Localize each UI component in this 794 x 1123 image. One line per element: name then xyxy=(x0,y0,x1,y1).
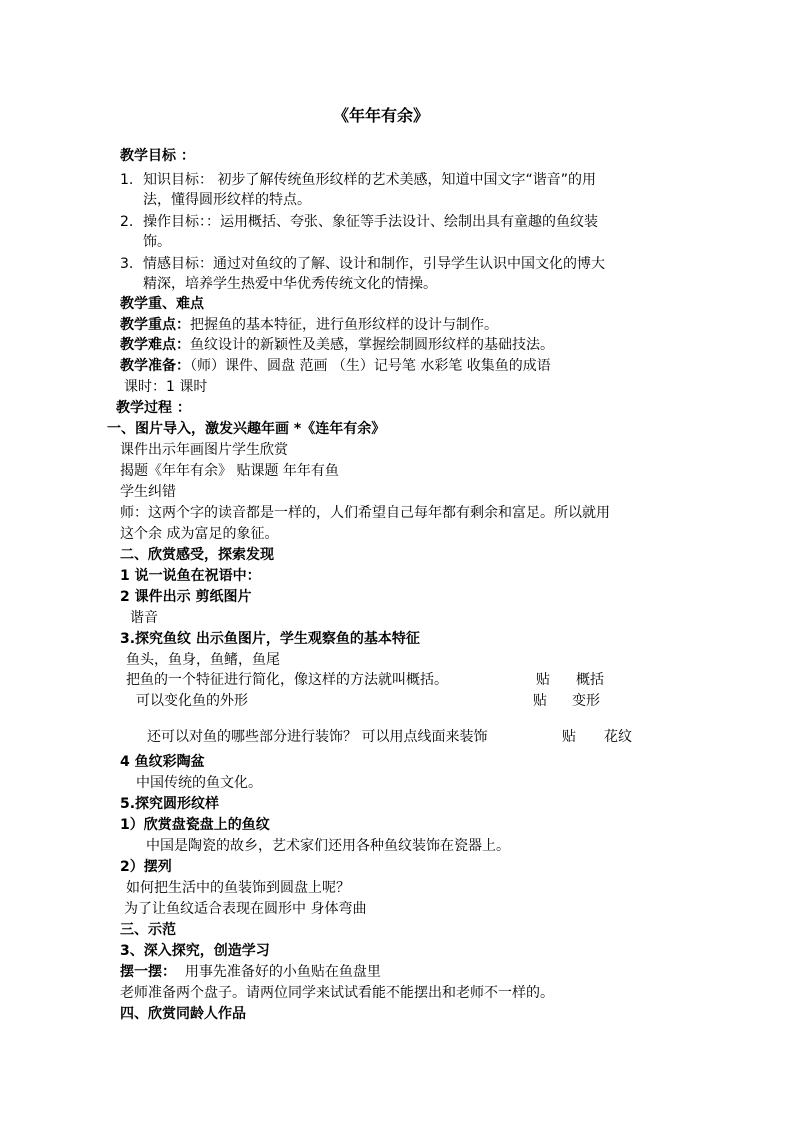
objective-1-line1: 知识目标： 初步了解传统鱼形纹样的艺术美感，知道中国文字“谐音”的用 xyxy=(143,172,596,188)
process-heading: 教学过程 ： xyxy=(116,400,191,416)
fish-culture-line: 中国传统的鱼文化。 xyxy=(136,775,262,791)
arrange-activity-line xyxy=(120,962,381,982)
difficulty-text: 鱼纹设计的新颖性及美感，掌握绘制圆形纹样的基础技法。 xyxy=(190,337,554,353)
subpoint-arrange: 2）摆列 xyxy=(120,859,172,875)
section-2-point-2: 2 课件出示 剪纸图片 xyxy=(120,589,252,605)
arrange-activity-label: 摆一摆： xyxy=(120,964,176,980)
arrange-answer: 为了让鱼纹适合表现在圆形中 身体弯曲 xyxy=(124,901,367,917)
section-3-point-3: 3、深入探究，创造学习 xyxy=(120,943,270,959)
key-points-heading: 教学重、难点 xyxy=(120,296,204,312)
section-2-point-5: 5.探究圆形纹样 xyxy=(120,796,220,812)
deform-paste: 贴 xyxy=(533,693,547,709)
class-hours: 课时：1 课时 xyxy=(124,379,208,395)
section-2-point-2-note: 谐音 xyxy=(130,610,158,626)
section-1-line-3: 学生纠错 xyxy=(120,484,176,500)
section-1-line-5: 这个余 成为富足的象征。 xyxy=(120,526,279,542)
deform-line: 可以变化鱼的外形 xyxy=(136,693,248,709)
focus-text: 把握鱼的基本特征，进行鱼形纹样的设计与制作。 xyxy=(190,317,498,333)
difficulty-label: 教学难点： xyxy=(120,337,190,353)
porcelain-line: 中国是陶瓷的故乡，艺术家们还用各种鱼纹装饰在瓷器上。 xyxy=(146,838,510,854)
section-1-line-1: 课件出示年画图片学生欣赏 xyxy=(120,442,288,458)
section-1-heading: 一、图片导入，激发兴趣年画 *《连年有余》 xyxy=(107,421,386,437)
teacher-plates-line: 老师准备两个盘子。请两位同学来试试看能不能摆出和老师不一样的。 xyxy=(120,985,554,1001)
objective-2-line2: 饰。 xyxy=(143,234,171,250)
section-2-point-4: 4 鱼纹彩陶盆 xyxy=(120,754,205,770)
decorate-term: 花纹 xyxy=(604,729,632,745)
focus-label: 教学重点： xyxy=(120,317,190,333)
section-1-line-4: 师：这两个字的读音都是一样的，人们希望自己每年都有剩余和富足。所以就用 xyxy=(120,505,610,521)
section-1-line-2: 揭题《年年有余》 贴课题 年年有鱼 xyxy=(120,463,339,479)
section-2-point-3: 3.探究鱼纹 出示鱼图片，学生观察鱼的基本特征 xyxy=(120,631,420,647)
focus-line xyxy=(120,315,498,335)
objective-3-line2: 精深，培养学生热爱中华优秀传统文化的情操。 xyxy=(143,276,437,292)
simplify-term: 概括 xyxy=(576,672,604,688)
objective-3-line1: 情感目标：通过对鱼纹的了解、设计和制作，引导学生认识中国文化的博大 xyxy=(143,256,605,272)
decorate-paste: 贴 xyxy=(562,729,576,745)
subpoint-appreciate: 1）欣赏盘瓷盘上的鱼纹 xyxy=(120,817,270,833)
objective-1-line2: 法，懂得圆形纹样的特点。 xyxy=(143,192,311,208)
objective-2-line1: 操作目标：：运用概括、夸张、象征等手法设计、绘制出具有童趣的鱼纹装 xyxy=(143,214,598,230)
document-title: 《年年有余》 xyxy=(333,106,430,125)
objective-1-number: 1. xyxy=(120,172,134,188)
preparation-text: （师）课件、圆盘 范画 （生）记号笔 水彩笔 收集鱼的成语 xyxy=(190,358,551,374)
preparation-line xyxy=(120,356,551,376)
simplify-paste: 贴 xyxy=(536,672,550,688)
section-3-heading: 三、示范 xyxy=(120,922,176,938)
objective-3-number: 3. xyxy=(120,256,134,272)
deform-term: 变形 xyxy=(572,693,600,709)
decorate-line: 还可以对鱼的哪些部分进行装饰？ 可以用点线面来装饰 xyxy=(147,729,488,745)
arrange-activity-text: 用事先准备好的小鱼贴在鱼盘里 xyxy=(184,964,381,980)
section-2-heading: 二、欣赏感受，探索发现 xyxy=(120,547,274,563)
arrange-question: 如何把生活中的鱼装饰到圆盘上呢？ xyxy=(126,880,350,896)
fish-parts-line: 鱼头，鱼身，鱼鳍，鱼尾 xyxy=(126,652,280,668)
difficulty-line xyxy=(120,335,554,355)
section-2-point-1: 1 说一说鱼在祝语中： xyxy=(120,568,261,584)
objectives-heading: 教学目标 ： xyxy=(120,148,195,164)
section-4-heading: 四、欣赏同龄人作品 xyxy=(120,1006,246,1022)
preparation-label: 教学准备： xyxy=(120,358,190,374)
simplify-line: 把鱼的一个特征进行简化，像这样的方法就叫概括。 xyxy=(126,672,448,688)
objective-2-number: 2. xyxy=(120,214,134,230)
